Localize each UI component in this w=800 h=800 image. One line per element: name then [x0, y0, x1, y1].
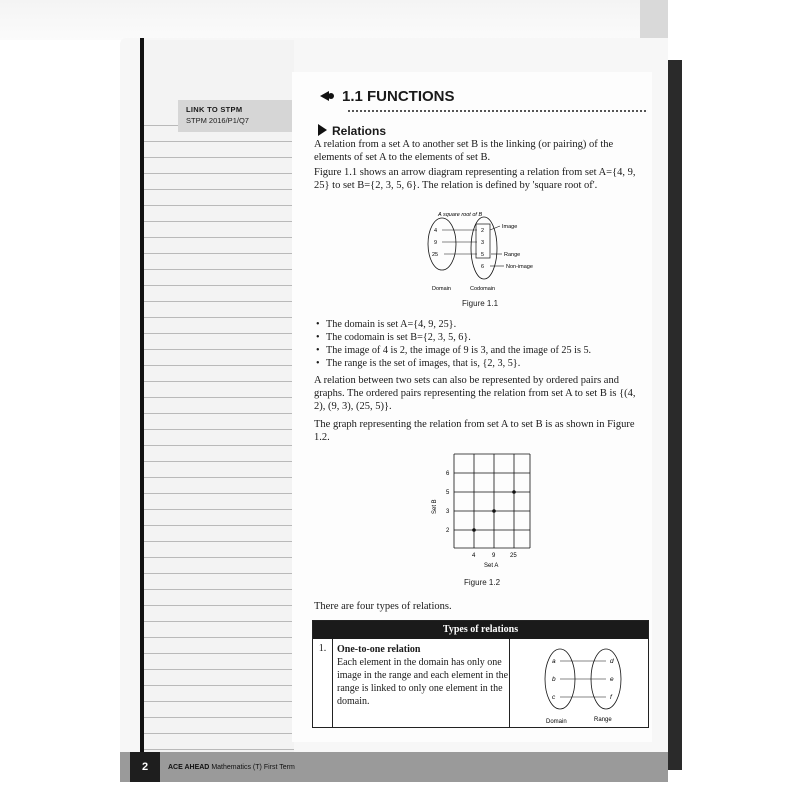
- section-icon: [318, 89, 336, 103]
- subheading-text: Relations: [332, 124, 387, 138]
- row-title: One-to-one relation: [337, 644, 421, 655]
- x-tick-label: 4: [472, 553, 476, 559]
- background-right: [668, 0, 800, 800]
- x-tick-label: 9: [492, 553, 496, 559]
- domain-item: 4: [434, 228, 438, 234]
- subheading: [318, 124, 386, 138]
- types-of-relations-table: [312, 620, 649, 728]
- domain-oval: [428, 218, 456, 270]
- footer-title: [168, 764, 295, 771]
- section-heading: 1.1 FUNCTIONS: [342, 88, 455, 105]
- row-number: 1.: [313, 639, 333, 727]
- bullet-item: • The range is the set of images, that is, {2, 3, 5}.: [314, 357, 649, 370]
- title-dotted-rule: [348, 110, 646, 112]
- domain-item: 9: [434, 240, 438, 246]
- figure-1-arrow-diagram: [420, 208, 550, 298]
- figure-1-caption: Figure 1.1: [462, 299, 499, 308]
- next-page-edge: [668, 60, 682, 770]
- pointer-arrow: [490, 226, 500, 230]
- footer-title-rest: Mathematics (T) First Term: [211, 764, 295, 771]
- link-label: LINK TO STPM: [186, 105, 243, 114]
- range-item: e: [610, 676, 614, 683]
- table-row: [313, 639, 648, 727]
- label-image: Image: [502, 224, 518, 230]
- y-tick-label: 3: [446, 509, 450, 515]
- domain-item: b: [552, 676, 556, 683]
- range-item: d: [610, 658, 614, 665]
- data-point: [512, 490, 516, 494]
- data-point: [492, 509, 496, 513]
- codomain-item: 2: [481, 228, 485, 234]
- row-text: Each element in the domain has only one image in the range and each element in the range is linked to only one element in the domain.: [337, 657, 509, 707]
- y-tick-label: 2: [446, 528, 450, 534]
- bullet-item: • The codomain is set B={2, 3, 5, 6}.: [314, 331, 649, 344]
- bullet-item: • The image of 4 is 2, the image of 9 is 3, and the image of 25 is 5.: [314, 344, 649, 357]
- graph-paragraph: The graph representing the relation from set A to set B is as shown in Figure 1.2.: [314, 419, 635, 443]
- section-title: [318, 88, 658, 105]
- y-axis-label: Set B: [432, 499, 438, 514]
- four-types-sentence: There are four types of relations.: [314, 601, 452, 612]
- one-to-one-arrow-diagram: [510, 639, 649, 727]
- figure-2-graph: [420, 448, 550, 572]
- label-domain: Domain: [432, 286, 451, 292]
- intro-paragraph-2: Figure 1.1 shows an arrow diagram representing a relation from set A={4, 9, 25} to set B={2, 3, 5, 6}. The relation is defined by 'square root of'.: [314, 167, 636, 191]
- footer-title-bold: ACE AHEAD: [168, 764, 210, 771]
- x-axis-label: Set A: [484, 563, 499, 569]
- triangle-bullet-icon: [318, 124, 327, 136]
- link-to-stpm-box: [178, 100, 296, 132]
- bullet-item: • The domain is set A={4, 9, 25}.: [314, 318, 649, 331]
- page-number: 2: [130, 752, 160, 782]
- y-tick-label: 5: [446, 490, 450, 496]
- row-description: [337, 643, 509, 708]
- label-range: Range: [594, 717, 612, 723]
- label-codomain: Codomain: [470, 286, 496, 292]
- domain-item: 25: [432, 252, 439, 258]
- codomain-item: 6: [481, 264, 485, 270]
- link-reference: STPM 2016/P1/Q7: [186, 116, 249, 125]
- domain-item: a: [552, 658, 556, 665]
- x-tick-label: 25: [510, 553, 517, 559]
- one-to-one-diagram: [509, 639, 649, 727]
- label-non-image: Non-image: [506, 264, 533, 270]
- codomain-item: 3: [481, 240, 485, 246]
- domain-item: c: [552, 694, 556, 701]
- label-domain: Domain: [546, 719, 567, 725]
- codomain-item: 5: [481, 252, 485, 258]
- figure-2-caption: Figure 1.2: [464, 578, 501, 587]
- intro-paragraph-1: A relation from a set A to another set B is the linking (or pairing) of the elements of set A to the elements of set B.: [314, 139, 614, 163]
- y-tick-label: 6: [446, 471, 450, 477]
- table-header: Types of relations: [313, 621, 648, 639]
- figure-1-title: A square root of B: [438, 212, 483, 218]
- range-item: f: [610, 694, 612, 701]
- page-spine: [140, 38, 144, 766]
- relation-bullets: [314, 318, 649, 370]
- label-range: Range: [504, 252, 521, 258]
- data-point: [472, 528, 476, 532]
- ordered-pairs-paragraph: A relation between two sets can also be represented by ordered pairs and graphs. The ordered pairs representing the relation from set A to set B is {(4, 2), (9, 3), (25, 5)}.: [314, 375, 636, 412]
- ruled-lines: [144, 110, 294, 750]
